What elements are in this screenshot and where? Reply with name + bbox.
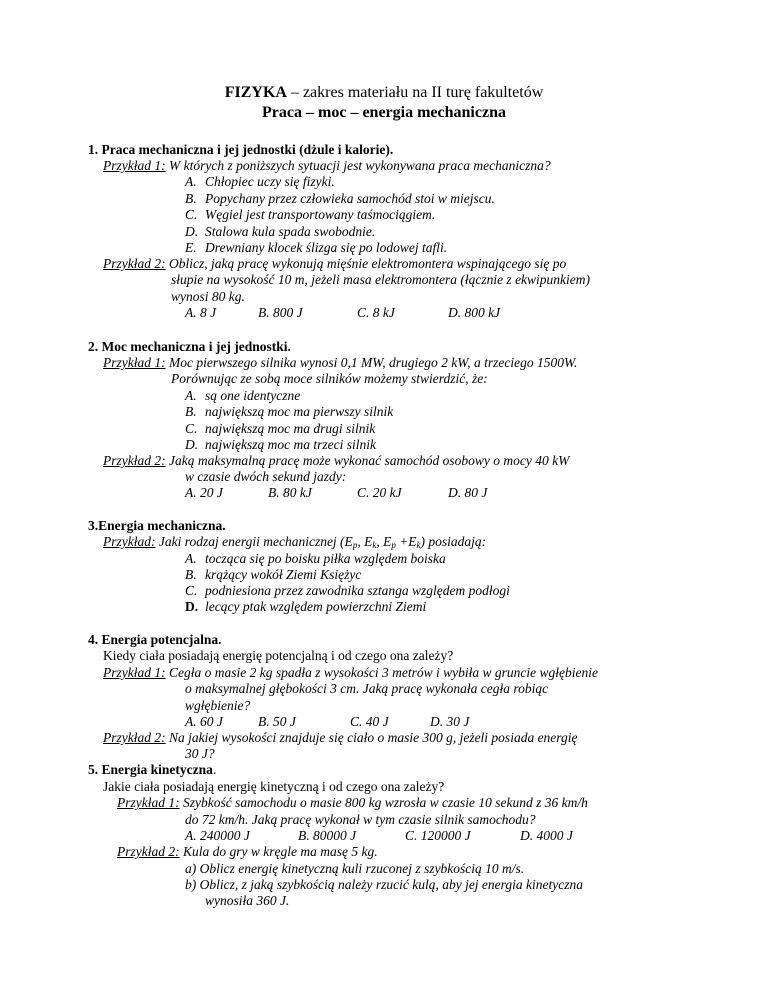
s1-ex1-item-text: Węgiel jest transportowany taśmociągiem. xyxy=(205,207,436,222)
s2-ex1-line: Porównując ze sobą moce silników możemy stwierdzić, że: xyxy=(171,371,488,386)
s5-ex2-line: wynosiła 360 J. xyxy=(205,893,290,908)
page-title: FIZYKA – zakres materiału na II turę fakultetów xyxy=(224,84,544,101)
section-4-heading: 4. Energia potencjalna. xyxy=(88,632,222,647)
s5-ex1-answer-d: D. 4000 J xyxy=(520,828,573,843)
s1-ex2-answer-c: C. 8 kJ xyxy=(357,305,395,320)
s1-ex2-line: słupie na wysokość 10 m, jeżeli masa elektromontera (łącznie z ekwipunkiem) xyxy=(171,272,591,287)
s3-item-text: podniesiona przez zawodnika sztanga względem podłogi xyxy=(205,583,510,598)
s2-ex1-item: B. xyxy=(185,404,197,419)
page-subtitle: Praca – moc – energia mechaniczna xyxy=(262,104,506,121)
s2-ex2-answer-d: D. 80 J xyxy=(448,485,488,500)
s3-item-text: krążący wokół Ziemi Księżyc xyxy=(205,567,362,582)
s5-ex1-line: do 72 km/h. Jaką pracę wykonał w tym czasie silnik samochodu? xyxy=(185,812,536,827)
s2-ex2-line: w czasie dwóch sekund jazdy: xyxy=(185,469,347,484)
s1-ex1-item-text: Stalowa kula spada swobodnie. xyxy=(205,224,376,239)
s1-example-2: Przykład 2: Oblicz, jaką pracę wykonują mięśnie elektromontera wspinającego się po xyxy=(103,256,567,271)
section-2-heading: 2. Moc mechaniczna i jej jednostki. xyxy=(88,339,291,354)
s5-ex1-answer-c: C. 120000 J xyxy=(405,828,471,843)
section-1-heading: 1. Praca mechaniczna i jej jednostki (dżule i kalorie). xyxy=(88,142,394,157)
s2-ex1-item-text: największą moc ma trzeci silnik xyxy=(205,437,376,452)
s2-ex1-item: C. xyxy=(185,421,198,436)
s3-item: D. xyxy=(185,599,199,614)
s2-example-1: Przykład 1: Moc pierwszego silnika wynosi 0,1 MW, drugiego 2 kW, a trzeciego 1500W. xyxy=(103,355,578,370)
s2-ex1-label: Przykład 1: xyxy=(103,355,166,370)
s5-ex1-answer-b: B. 80000 J xyxy=(298,828,357,843)
s5-example-2: Przykład 2: Kula do gry w kręgle ma masę 5 kg. xyxy=(117,844,378,859)
s4-ex1-answer-a: A. 60 J xyxy=(185,714,223,729)
s1-ex1-label: Przykład 1: xyxy=(103,158,166,173)
s3-item: B. xyxy=(185,567,197,582)
s5-ex2-line: b) Oblicz, z jaką szybkością należy rzucić kulą, aby jej energia kinetyczna xyxy=(185,877,584,892)
s2-example-2: Przykład 2: Jaką maksymalną pracę może wykonać samochód osobowy o mocy 40 kW xyxy=(103,453,570,468)
s5-question: Jakie ciała posiadają energię kinetyczną i od czego ona zależy? xyxy=(103,779,445,794)
s1-ex2-line: wynosi 80 kg. xyxy=(171,289,245,304)
s5-ex1-label: Przykład 1: xyxy=(117,795,180,810)
s2-ex2-answer-b: B. 80 kJ xyxy=(268,485,312,500)
s4-ex1-line: wgłębienie? xyxy=(185,698,251,713)
s2-ex1-item: D. xyxy=(185,437,199,452)
s5-ex2-line: a) Oblicz energię kinetyczną kuli rzuconej z szybkością 10 m/s. xyxy=(185,861,525,876)
s4-ex1-answer-c: C. 40 J xyxy=(350,714,389,729)
s1-ex2-label: Przykład 2: xyxy=(103,256,166,271)
s3-item-text: lecący ptak względem powierzchni Ziemi xyxy=(205,599,427,614)
s4-question: Kiedy ciała posiadają energię potencjalną i od czego ona zależy? xyxy=(103,648,454,663)
s1-ex1-item-text: Drewniany klocek ślizga się po lodowej tafli. xyxy=(205,240,448,255)
s1-ex1-item: B. xyxy=(185,191,197,206)
s5-ex2-label: Przykład 2: xyxy=(117,844,180,859)
s5-ex1-answer-a: A. 240000 J xyxy=(185,828,250,843)
s2-ex1-item-text: największą moc ma pierwszy silnik xyxy=(205,404,394,419)
s4-ex1-answer-d: D. 30 J xyxy=(430,714,470,729)
s4-ex2-label: Przykład 2: xyxy=(103,730,166,745)
section-5-heading: 5. Energia kinetyczna. xyxy=(88,762,217,777)
s4-example-2: Przykład 2: Na jakiej wysokości znajduje się ciało o masie 300 g, jeżeli posiada energię xyxy=(103,730,578,745)
s1-ex1-item: A. xyxy=(185,174,197,189)
s5-example-1: Przykład 1: Szybkość samochodu o masie 800 kg wzrosła w czasie 10 sekund z 36 km/h xyxy=(117,795,588,810)
s3-example: Przykład: Jaki rodzaj energii mechanicznej ($E_p$, $E_k$, $E_p +E_k$) posiadają: xyxy=(103,534,487,550)
s3-item: A. xyxy=(185,551,197,566)
s1-ex1-item: C. xyxy=(185,207,198,222)
s1-ex2-answer-d: D. 800 kJ xyxy=(448,305,501,320)
s1-ex2-answer-b: B. 800 J xyxy=(258,305,303,320)
s1-ex1-item-text: Chłopiec uczy się fizyki. xyxy=(205,174,335,189)
s2-ex1-item-text: największą moc ma drugi silnik xyxy=(205,421,376,436)
s1-ex2-answer-a: A. 8 J xyxy=(185,305,217,320)
s2-ex2-answer-c: C. 20 kJ xyxy=(357,485,402,500)
s1-ex1-item-text: Popychany przez człowieka samochód stoi w miejscu. xyxy=(205,191,495,206)
s1-example-1: Przykład 1: W których z poniższych sytuacji jest wykonywana praca mechaniczna? xyxy=(103,158,551,173)
s4-ex1-label: Przykład 1: xyxy=(103,665,166,680)
s1-ex1-item: D. xyxy=(185,224,199,239)
s4-ex1-line: o maksymalnej głębokości 3 cm. Jaką pracę wykonała cegła robiąc xyxy=(185,681,549,696)
s4-ex1-answer-b: B. 50 J xyxy=(258,714,296,729)
s2-ex1-item: A. xyxy=(185,388,197,403)
s1-ex1-item: E. xyxy=(185,240,197,255)
s4-example-1: Przykład 1: Cegła o masie 2 kg spadła z wysokości 3 metrów i wybiła w gruncie wgłębienie xyxy=(103,665,598,680)
s3-ex-label: Przykład: xyxy=(103,534,156,549)
section-3-heading: 3.Energia mechaniczna. xyxy=(88,518,226,533)
s2-ex1-item-text: są one identyczne xyxy=(205,388,301,403)
s4-ex2-line: 30 J? xyxy=(185,746,215,761)
s2-ex2-answer-a: A. 20 J xyxy=(185,485,223,500)
s2-ex2-label: Przykład 2: xyxy=(103,453,166,468)
s3-item: C. xyxy=(185,583,198,598)
s3-item-text: tocząca się po boisku piłka względem boiska xyxy=(205,551,446,566)
